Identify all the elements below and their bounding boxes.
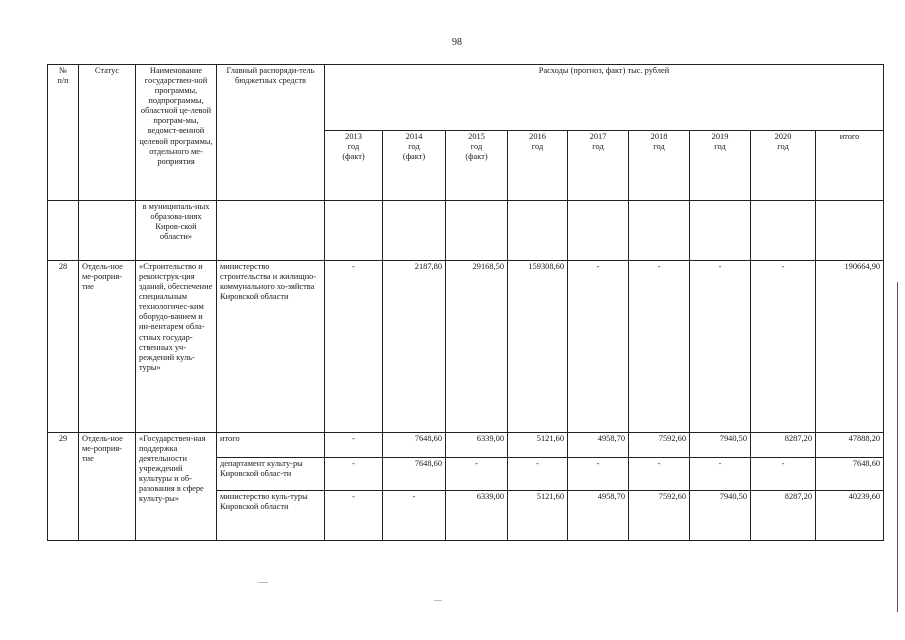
value-2014: 2187,80: [383, 261, 446, 433]
cell-empty: [629, 201, 690, 261]
value-2016: 159308,60: [508, 261, 568, 433]
value-2016: -: [508, 458, 568, 491]
row-manager: министерство строительства и жилищно-коммунального хо-зяйства Кировской области: [217, 261, 325, 433]
cell-empty: [383, 201, 446, 261]
cell-empty: [325, 201, 383, 261]
continuation-name: в муниципаль-ных образова-ниях Киров-ской области»: [136, 201, 217, 261]
value-2016: 5121,60: [508, 433, 568, 458]
cell-empty: [568, 201, 629, 261]
value-2018: -: [629, 261, 690, 433]
value-2020: -: [751, 261, 816, 433]
cell-empty: [508, 201, 568, 261]
cell-empty: [48, 201, 79, 261]
col-header-total: итого: [816, 131, 884, 201]
year-header-2013: 2013 год (факт): [325, 131, 383, 201]
value-2015: 6339,00: [446, 491, 508, 541]
budget-table: [47, 64, 884, 541]
cell-empty: [446, 201, 508, 261]
year-header-2015: 2015 год (факт): [446, 131, 508, 201]
value-total: 47888,20: [816, 433, 884, 458]
value-2013: -: [325, 261, 383, 433]
row-name: «Государствен-ная поддержка деятельности учреждений культуры и об-разования в сфере культу-ры»: [136, 433, 217, 541]
value-2015: -: [446, 458, 508, 491]
col-header-num: № п/п: [48, 65, 79, 201]
year-header-2018: 2018 год: [629, 131, 690, 201]
value-2013: -: [325, 433, 383, 458]
value-2015: 29168,50: [446, 261, 508, 433]
year-header-2020: 2020 год: [751, 131, 816, 201]
row-manager: итого: [217, 433, 325, 458]
col-header-status: Статус: [79, 65, 136, 201]
value-total: 40239,60: [816, 491, 884, 541]
cell-empty: [690, 201, 751, 261]
col-header-manager: Главный распоряди-тель бюджетных средств: [217, 65, 325, 201]
value-2018: -: [629, 458, 690, 491]
value-2017: -: [568, 458, 629, 491]
value-2019: 7940,50: [690, 433, 751, 458]
row-status: Отдель-ное ме-роприя-тие: [79, 261, 136, 433]
value-2017: 4958,70: [568, 491, 629, 541]
row-manager: департамент культу-ры Кировской облас-ти: [217, 458, 325, 491]
row-num: 28: [48, 261, 79, 433]
value-2016: 5121,60: [508, 491, 568, 541]
page-number: 98: [452, 37, 462, 48]
table-row-28: [48, 261, 884, 433]
value-2014: 7648,60: [383, 458, 446, 491]
value-2014: -: [383, 491, 446, 541]
year-header-2017: 2017 год: [568, 131, 629, 201]
row-name: «Строительство и реконструк-ция зданий, обеспечение специальным технологичес-ким оборудо-ванием и ин-вентарем обла-стных государ-ственных уч-реждений куль-туры»: [136, 261, 217, 433]
value-2019: 7940,50: [690, 491, 751, 541]
value-2019: -: [690, 458, 751, 491]
value-2019: -: [690, 261, 751, 433]
value-2018: 7592,60: [629, 491, 690, 541]
cell-empty: [79, 201, 136, 261]
table-row-29-total: [48, 433, 884, 458]
value-2013: -: [325, 491, 383, 541]
value-2018: 7592,60: [629, 433, 690, 458]
row-num: 29: [48, 433, 79, 541]
value-2014: 7648,60: [383, 433, 446, 458]
cell-empty: [816, 201, 884, 261]
value-total: 190664,90: [816, 261, 884, 433]
value-2013: -: [325, 458, 383, 491]
year-header-2016: 2016 год: [508, 131, 568, 201]
year-header-2014: 2014 год (факт): [383, 131, 446, 201]
scan-speck: [434, 600, 442, 601]
row-status: Отдель-ное ме-роприя-тие: [79, 433, 136, 541]
value-2020: 8287,20: [751, 433, 816, 458]
row-manager: министерство куль-туры Кировской области: [217, 491, 325, 541]
scan-edge-line: [897, 282, 898, 612]
col-header-name: Наименование государствен-ной программы, подпрограммы, областной це-левой програм-мы, ведомст-венной целевой программы, отдельного ме-роприятия: [136, 65, 217, 201]
cell-empty: [217, 201, 325, 261]
value-2017: 4958,70: [568, 433, 629, 458]
value-2017: -: [568, 261, 629, 433]
continuation-row: [48, 201, 884, 261]
header-row-1: [48, 65, 884, 131]
value-2020: 8287,20: [751, 491, 816, 541]
scan-speck: [258, 582, 268, 583]
value-2015: 6339,00: [446, 433, 508, 458]
cell-empty: [751, 201, 816, 261]
col-header-expenses: Расходы (прогноз, факт) тыс. рублей: [325, 65, 884, 131]
value-2020: -: [751, 458, 816, 491]
value-total: 7648,60: [816, 458, 884, 491]
year-header-2019: 2019 год: [690, 131, 751, 201]
